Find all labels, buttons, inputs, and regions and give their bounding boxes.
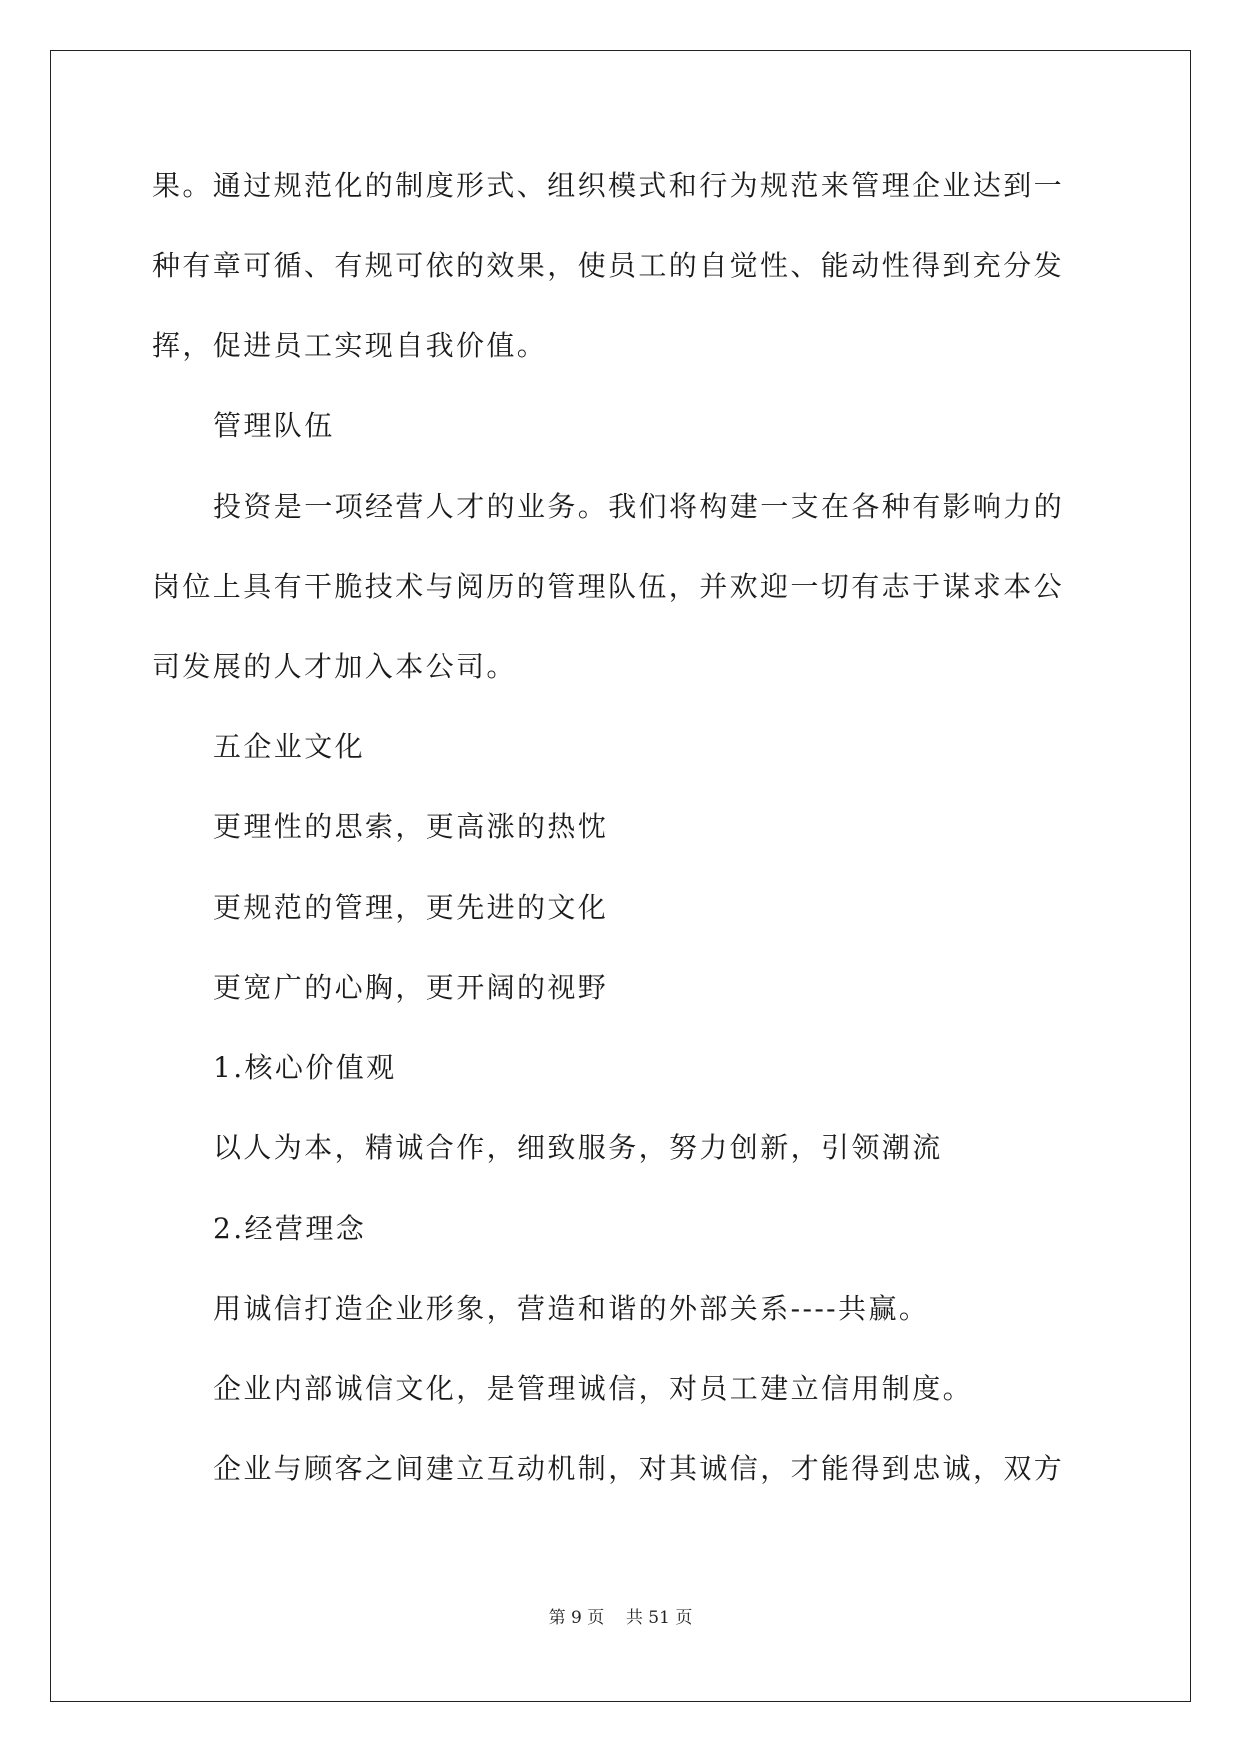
body-text-line: 企业与顾客之间建立互动机制，对其诚信，才能得到忠诚，双方 [213, 1452, 1065, 1485]
page-number-footer: 第 9 页 共 51 页 [548, 1608, 693, 1628]
culture-slogan-line: 更理性的思索，更高涨的热忱 [213, 810, 609, 843]
section-heading-corporate-culture: 五企业文化 [213, 730, 366, 763]
body-text-line: 岗位上具有干脆技术与阅历的管理队伍，并欢迎一切有志于谋求本公 [152, 570, 1065, 603]
section-heading-management-team: 管理队伍 [213, 409, 335, 442]
body-text-line: 种有章可循、有规可依的效果，使员工的自觉性、能动性得到充分发 [152, 249, 1065, 282]
body-text-line: 司发展的人才加入本公司。 [152, 650, 517, 683]
body-text-line: 以人为本，精诚合作，细致服务，努力创新，引领潮流 [213, 1131, 943, 1164]
body-text-line: 挥，促进员工实现自我价值。 [152, 329, 548, 362]
body-text-line: 投资是一项经营人才的业务。我们将构建一支在各种有影响力的 [213, 490, 1065, 523]
culture-slogan-line: 更宽广的心胸，更开阔的视野 [213, 971, 609, 1004]
culture-slogan-line: 更规范的管理，更先进的文化 [213, 891, 609, 924]
subheading-core-values: 1.核心价值观 [213, 1051, 397, 1084]
body-text-line: 用诚信打造企业形象，营造和谐的外部关系----共赢。 [213, 1292, 930, 1325]
body-text-line: 企业内部诚信文化，是管理诚信，对员工建立信用制度。 [213, 1372, 974, 1405]
subheading-business-philosophy: 2.经营理念 [213, 1212, 367, 1245]
body-text-line: 果。通过规范化的制度形式、组织模式和行为规范来管理企业达到一 [152, 169, 1065, 202]
